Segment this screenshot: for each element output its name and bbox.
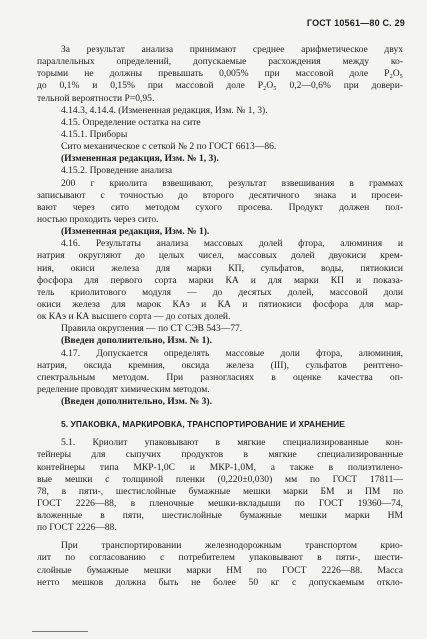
text-line: 4.16. Результаты анализа массовых долей фтора, алюминия и	[61, 238, 403, 250]
text-line: 78, в пяти-, шестислойные бумажные мешки марки БМ и ПМ по	[37, 485, 403, 497]
section-heading: 5. УПАКОВКА, МАРКИРОВКА, ТРАНСПОРТИРОВАНИЕ И ХРАНЕНИЕ	[61, 419, 345, 430]
text-line: ностью проходить через сито.	[37, 213, 159, 225]
text-line: тельной вероятности P=0,95.	[37, 92, 155, 104]
text-line: ГОСТ 2226—88, в пленочные мешки-вкладыши по ГОСТ 19360—74,	[37, 497, 403, 509]
text-line: вложенные в пяти, шестислойные бумажные мешки марки НМ	[37, 510, 403, 522]
text-line: натрия, оксида кремния, оксида железа (III), сульфатов рентгено-	[37, 359, 403, 371]
body-text	[37, 44, 403, 589]
text-line: контейнеры типа МКР-1,0С и МКР-1,0М, а также в полиэтилено-	[37, 461, 403, 473]
text-line: 5.1. Криолит упаковывают в мягкие специализированные кон-	[61, 437, 403, 449]
text-line: натрия округляют до целых чисел, массовых долей двуокиси крем-	[37, 250, 403, 262]
text-line: торыми не должны превышать 0,005% при массовой доле P₂O₅	[37, 68, 403, 80]
text-line: 4.15.1. Приборы	[61, 128, 128, 140]
text-line: окиси железа для марок КАэ и КА и пятиокиси фосфора для мар-	[37, 298, 403, 310]
text-line: ределение проводят химическим методом.	[37, 383, 210, 395]
footnote-rule	[32, 631, 88, 632]
text-line: 200 г криолита взвешивают, результат взвешивания в граммах	[61, 177, 403, 189]
text-line: (Введен дополнительно, Изм. № 3).	[61, 396, 212, 408]
text-line: ния, окиси железа для марки КП, сульфатов, воды, пятиокиси	[37, 262, 403, 274]
text-line: (Измененная редакция, Изм. № 1).	[61, 226, 210, 238]
text-line: вают через сито методом сухого просева. Продукт должен пол-	[37, 201, 403, 213]
spacer	[37, 408, 403, 417]
text-line: фосфора для первого сорта марки КА и для марки КП и показа-	[37, 274, 403, 286]
text-line: записывают с точностью до второго десятичного знака и просеи-	[37, 189, 403, 201]
text-line: 4.14.3, 4.14.4. (Измененная редакция, Изм. № 1, 3).	[61, 104, 268, 116]
text-line: 4.15.2. Проведение анализа	[61, 165, 173, 177]
text-line: 4.15. Определение остатка на сите	[61, 116, 201, 128]
text-line: При транспортировании железнодорожным транспортом крио-	[61, 540, 403, 552]
text-line: до 0,1% и 0,15% при массовой доле P₂O₅ 0,2—0,6% при довери-	[37, 80, 403, 92]
text-line: Правила округления — по СТ СЭВ 543—77.	[61, 323, 243, 335]
text-line: по ГОСТ 2226—88.	[37, 522, 117, 534]
page-header: ГОСТ 10561—80 С. 29	[306, 18, 405, 28]
text-line: параллельных определений, допускаемые расхождения между ко-	[37, 56, 403, 68]
text-line: За результат анализа принимают среднее арифметическое двух	[61, 44, 403, 55]
text-line: лит по согласованию с потребителем упаковывают в пяти-, шести-	[37, 552, 403, 564]
text-line: ок КАэ и КА высшего сорта — до сотых долей.	[37, 311, 231, 323]
text-line: Сито механическое с сеткой № 2 по ГОСТ 6613—86.	[61, 141, 277, 153]
text-line: (Измененная редакция, Изм. № 1, 3).	[61, 153, 219, 165]
text-line: нетто мешков должна быть не более 50 кг с допускаемым откло-	[37, 576, 403, 588]
text-line: слойные бумажные мешки марки НМ по ГОСТ 2226—88. Масса	[37, 564, 403, 576]
text-line: вые мешки с толщиной пленки (0,220±0,030) мм по ГОСТ 17811—	[37, 473, 403, 485]
text-line: 4.17. Допускается определять массовые доли фтора, алюминия,	[61, 347, 403, 359]
text-line: (Введен дополнительно, Изм. № 1).	[61, 335, 212, 347]
text-line: тейнеры для сыпучих продуктов в мягкие специализированные	[37, 449, 403, 461]
text-line: спектральным методом. При разногласиях в оценке качества оп-	[37, 371, 403, 383]
text-line: тель криолитового модуля — до десятых долей, массовой доли	[37, 286, 403, 298]
